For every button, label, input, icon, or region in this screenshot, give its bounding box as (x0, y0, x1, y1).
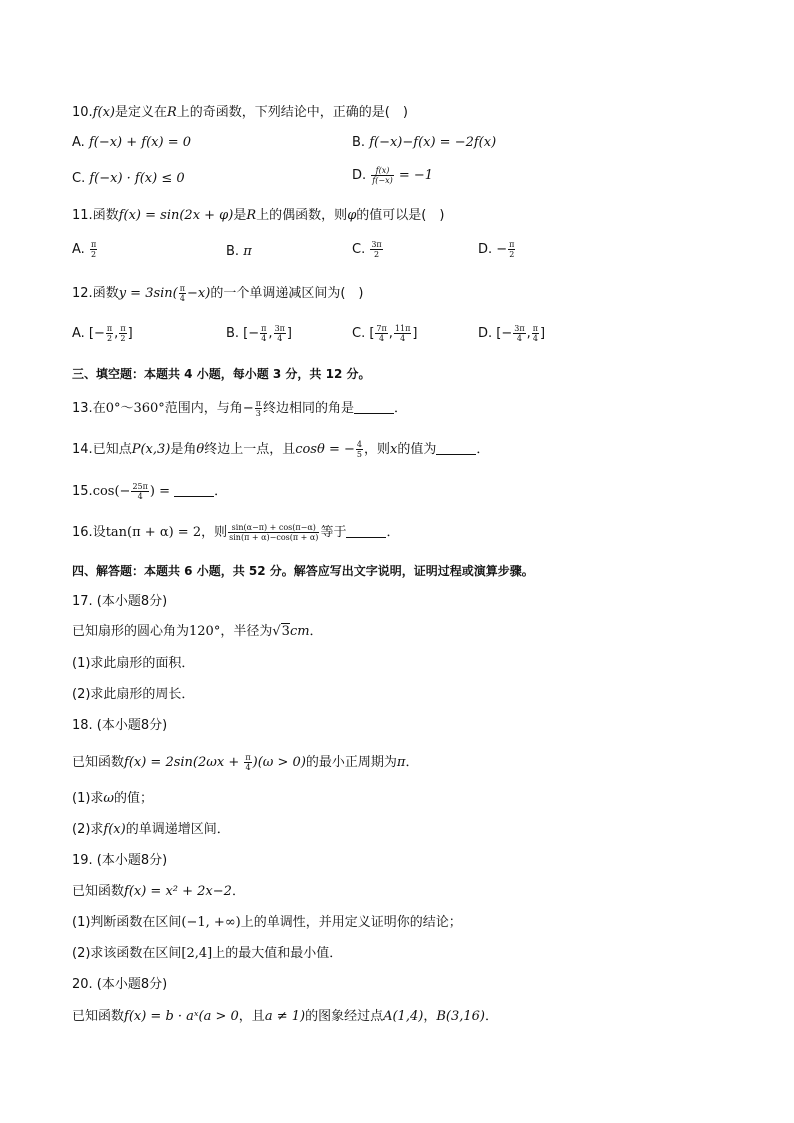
q11-stem: 11.函数f(x) = sin(2x + φ)是R上的偶函数，则φ的值可以是( ) (72, 208, 445, 223)
q19-part-2: (2)求该函数在区间[2,4]上的最大值和最小值． (72, 946, 343, 961)
q19-part-1: (1)判断函数在区间(−1, +∞)上的单调性，并用定义证明你的结论； (72, 915, 462, 930)
q18-stem: 已知函数f(x) = 2sin(2ωx + $\frac{\pi}{4}$ )(ω > 0)的最小正周期为π． (72, 753, 419, 772)
q17-part-2: (2)求此扇形的周长． (72, 687, 195, 702)
section-answer-heading: 四、解答题：本题共 6 小题，共 52 分。解答应写出文字说明，证明过程或演算步骤。 (72, 564, 534, 578)
q20-title: 20. (本小题8分) (72, 977, 168, 992)
q10-stem: 10.f(x)是定义在R上的奇函数，下列结论中，正确的是( ) (72, 105, 408, 120)
q18-title: 18. (本小题8分) (72, 718, 168, 733)
q10-option-c: C. f(−x) · f(x) ≤ 0 (72, 171, 185, 186)
q11-option-b: B. π (226, 244, 252, 259)
section-fill-in-heading: 三、填空题：本题共 4 小题，每小题 3 分，共 12 分。 (72, 367, 371, 381)
q20-stem: 已知函数f(x) = b · aˣ(a > 0，且a ≠ 1)的图象经过点A(1,4)，B(3,16)． (72, 1009, 498, 1024)
q12-option-a: A. [− $\frac{\pi}{2}$ , $\frac{\pi}{2}$ ] (72, 324, 133, 343)
q12-stem: 12.函数y = 3sin( $\frac{\pi}{4}$ −x)的一个单调递减区间为( ) (72, 284, 364, 303)
answer-blank[interactable] (346, 525, 386, 538)
answer-blank[interactable] (174, 484, 214, 497)
q10-option-a: A. f(−x) + f(x) = 0 (72, 135, 191, 150)
q18-part-1: (1)求ω的值； (72, 791, 154, 806)
q12-option-b: B. [− $\frac{\pi}{4}$ , $\frac{3\pi}{4}$ ] (226, 324, 292, 343)
q10-option-d: D. $\frac{f(x)}{f(-x)}$ = −1 (352, 166, 434, 185)
q17-stem: 已知扇形的圆心角为120°，半径为√3cm． (72, 624, 323, 639)
q10-option-d-fraction: $\frac{f(x)}{f(-x)}$ (372, 166, 393, 185)
answer-blank[interactable] (436, 442, 476, 455)
q19-stem: 已知函数f(x) = x² + 2x−2． (72, 884, 245, 899)
q19-title: 19. (本小题8分) (72, 853, 168, 868)
answer-blank[interactable] (354, 401, 394, 414)
q18-part-2: (2)求f(x)的单调递增区间． (72, 822, 230, 837)
q13: 13.在0°～360°范围内，与角− $\frac{\pi}{3}$ 终边相同的角是 ． (72, 399, 408, 418)
q11-option-a: A. $\frac{\pi}{2}$ (72, 240, 97, 259)
q14: 14.已知点P(x,3)是角θ终边上一点，且cosθ = − $\frac{4}{5}$ ，则x的值为 ． (72, 440, 490, 459)
q17-part-1: (1)求此扇形的面积． (72, 656, 195, 671)
q10-option-b: B. f(−x)−f(x) = −2f(x) (352, 135, 497, 150)
q11-option-d: D. − $\frac{\pi}{2}$ (478, 240, 515, 259)
q12-option-c: C. [ $\frac{7\pi}{4}$ , $\frac{11\pi}{4}$ ] (352, 324, 418, 343)
q12-option-d: D. [− $\frac{3\pi}{4}$ , $\frac{\pi}{4}$ ] (478, 324, 546, 343)
q16: 16.设tan(π + α) = 2，则 $\frac{\sin(\alpha-\pi) + \cos(\pi-\alpha)}{\sin(\pi + \alpha)-\cos(\pi + \alpha)}$ 等于 ． (72, 523, 400, 542)
q11-option-c: C. $\frac{3\pi}{2}$ (352, 240, 382, 259)
q15: 15.cos(− $\frac{25\pi}{4}$ ) = ． (72, 482, 228, 501)
q17-title: 17. (本小题8分) (72, 594, 168, 609)
